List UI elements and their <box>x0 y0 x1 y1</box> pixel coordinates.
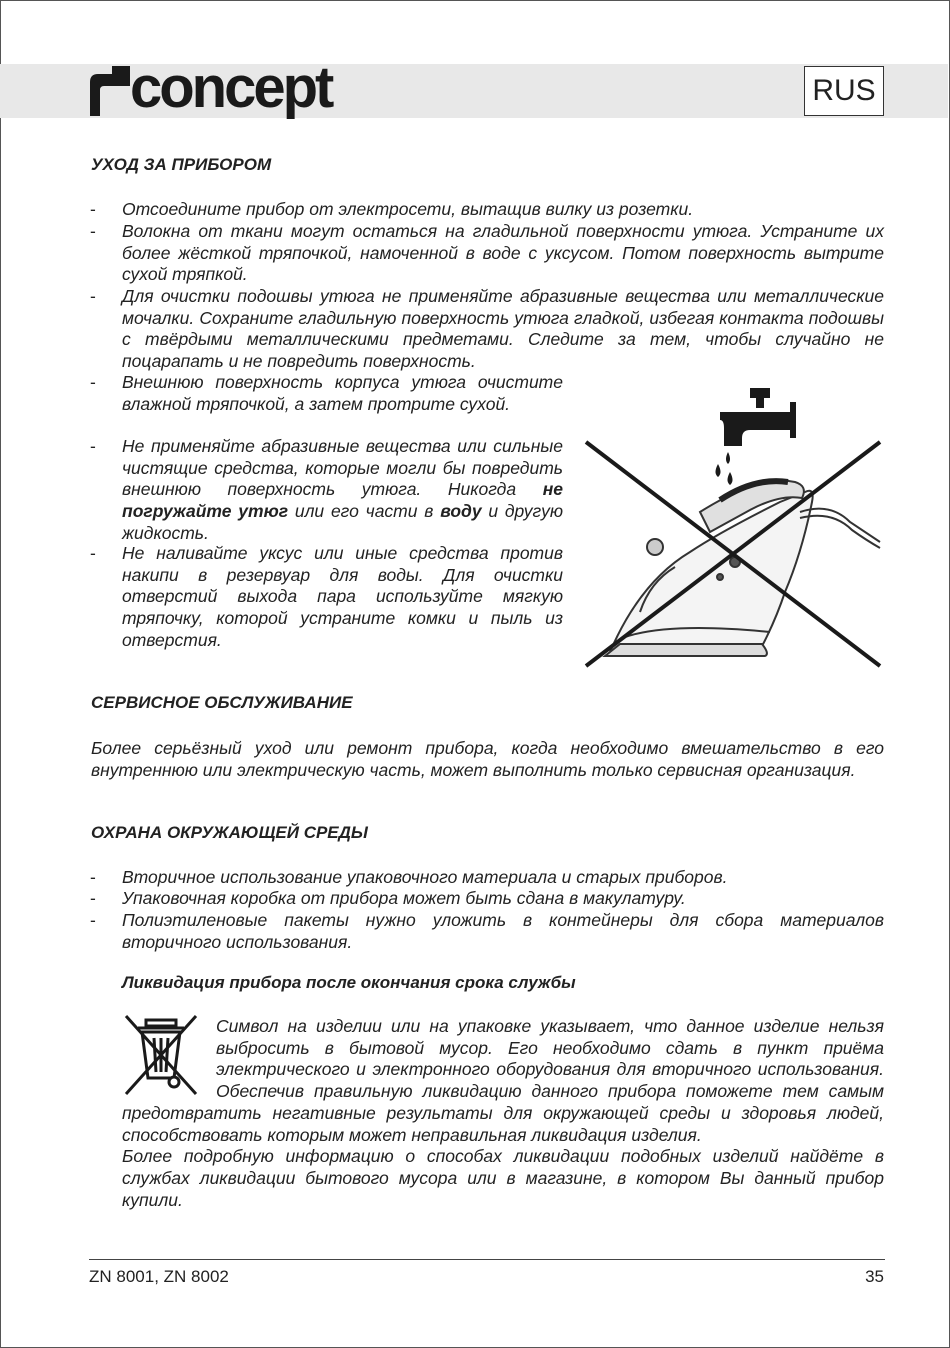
care-item: - Не наливайте уксус или иные средства против накипи в резервуар для воды. Для очистки отверстий выхода пара используйте мягкую тряпочку, которой устраните комки и пыль из отверстия. <box>90 543 563 650</box>
brand-name: concept <box>130 55 332 120</box>
environment-item-text: Упаковочная коробка от прибора может быть сдана в макулатуру. <box>122 888 686 908</box>
care-item-text: Отсоедините прибор от электросети, вытащив вилку из розетки. <box>122 199 694 219</box>
care-item: - Не применяйте абразивные вещества или сильные чистящие средства, которые могли бы повредить внешнюю поверхность утюга. Никогда не погружайте утюг или его части в воду и другую жидкость. <box>90 436 563 543</box>
care-item-text: Внешнюю поверхность корпуса утюга очистите влажной тряпочкой, а затем протрите сухой. <box>122 372 563 414</box>
environment-section-title: ОХРАНА ОКРУЖАЮЩЕЙ СРЕДЫ <box>91 823 368 842</box>
service-text: Более серьёзный уход или ремонт прибора, когда необходимо вмешательство в его внутреннюю или электрическую часть, может выполнить только сервисная организация. <box>91 738 884 780</box>
footer-model: ZN 8001, ZN 8002 <box>89 1267 229 1286</box>
care-section-title: УХОД ЗА ПРИБОРОМ <box>91 155 272 174</box>
disposal-text-more: Более подробную информацию о способах ликвидации подобных изделий найдёте в службах ликвидации бытового мусора или в магазине, в котором Вы данный прибор купили. <box>122 1146 884 1210</box>
disposal-title: Ликвидация прибора после окончания срока службы <box>122 973 576 992</box>
care-item-text: Для очистки подошвы утюга не применяйте абразивные вещества или металлические мочалки. Сохраните гладильную поверхность утюга гладкой, избегая контакта подошвы с твёрдыми металлическими предметами. Следите за тем, чтобы случайно не поцарапать и не повредить поверхность. <box>122 286 884 372</box>
iron-under-tap-crossed-icon <box>580 382 890 672</box>
environment-item-text: Вторичное использование упаковочного материала и старых приборов. <box>122 867 728 887</box>
care-item-text: Не наливайте уксус или иные средства против накипи в резервуар для воды. Для очистки отверстий выхода пара используйте мягкую тряпочку, которой устраните комки и пыль из отверстия. <box>122 543 563 650</box>
care-item-bold: не погружайте утюг <box>122 479 563 522</box>
service-section-title: СЕРВИСНОЕ ОБСЛУЖИВАНИЕ <box>91 693 353 712</box>
care-item: - Волокна от ткани могут остаться на гладильной поверхности утюга. Устраните их более жёсткой тряпочкой, намоченной в воде с уксусом. Потом поверхность вытрите сухой тряпкой. <box>90 221 884 285</box>
environment-item: - Полиэтиленовые пакеты нужно уложить в контейнеры для сбора материалов вторичного использования. <box>90 910 884 952</box>
care-item: - Внешнюю поверхность корпуса утюга очистите влажной тряпочкой, а затем протрите сухой. <box>90 372 563 414</box>
care-item: - Отсоедините прибор от электросети, вытащив вилку из розетки. <box>90 199 694 219</box>
logo-mark-icon <box>86 64 132 124</box>
care-item-text: Не применяйте абразивные вещества или сильные чистящие средства, которые могли бы повредить внешнюю поверхность утюга. Никогда <box>122 436 563 500</box>
care-item-text: Волокна от ткани могут остаться на гладильной поверхности утюга. Устраните их более жёсткой тряпочкой, намоченной в воде с уксусом. Потом поверхность вытрите сухой тряпкой. <box>122 221 884 285</box>
footer-divider <box>89 1259 885 1260</box>
disposal-text: Символ на изделии или на упаковке указывает, что данное изделие нельзя выбросить в бытовой мусор. Его необходимо сдать в пункт приёма электрического и электронного оборудования для вторичного использования. Обеспечив правильную ликвидацию данного прибора поможете тем самым предотвратить негативные результаты для окружающей среды и здоровья людей, способствовать которым может неправильная ликвидация изделия. <box>122 1016 884 1145</box>
crossed-out-bin-icon <box>122 1014 200 1096</box>
language-badge: RUS <box>804 66 884 116</box>
environment-item-text: Полиэтиленовые пакеты нужно уложить в контейнеры для сбора материалов вторичного использования. <box>122 910 884 952</box>
environment-item: - Упаковочная коробка от прибора может быть сдана в макулатуру. <box>90 888 686 908</box>
care-item: - Для очистки подошвы утюга не применяйте абразивные вещества или металлические мочалки. Сохраните гладильную поверхность утюга гладкой, избегая контакта подошвы с твёрдыми металлическими предметами. Следите за тем, чтобы случайно не поцарапать и не повредить поверхность. <box>90 286 884 372</box>
brand-logo <box>86 55 386 126</box>
page-number: 35 <box>865 1267 884 1286</box>
care-item-bold: воду <box>440 501 482 522</box>
disposal-text-block <box>122 1016 884 1211</box>
environment-item: - Вторичное использование упаковочного материала и старых приборов. <box>90 867 728 887</box>
